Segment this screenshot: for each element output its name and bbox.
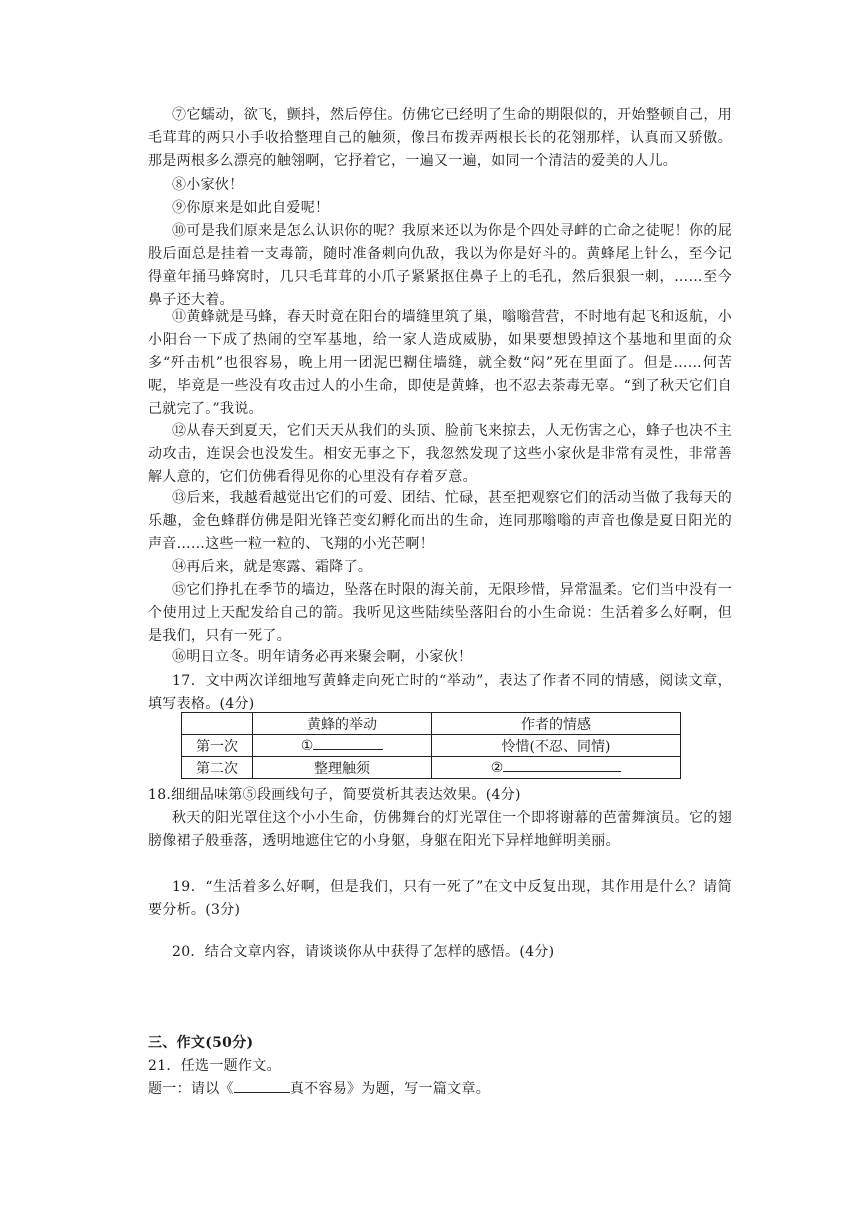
table-cell (182, 713, 253, 735)
paragraph-16: ⑯明日立冬。明年请务必再来聚会啊，小家伙！ (172, 649, 473, 665)
answer-cell-2[interactable] (432, 757, 681, 779)
table-row (182, 757, 681, 779)
paragraph-14: ⑭再后来，就是寒露、霜降了。 (172, 559, 373, 575)
table-header-row (182, 713, 681, 735)
question-18: 18.细细品味第⑤段画线句子，简要赏析其表达效果。(4分) (148, 787, 521, 803)
table-cell: 第一次 (182, 735, 253, 757)
topic-1-prefix: 题一：请以《 (148, 1081, 234, 1097)
paragraph-13: ⑬后来，我越看越觉出它们的可爱、团结、忙碌，甚至把观察它们的活动当做了我每天的乐趣，金色蜂群仿佛是阳光锋芒变幻孵化而出的生命，连同那嗡嗡的声音也像是夏日阳光的声音……这些一粒一粒的、飞翔的小光芒啊！ (148, 490, 732, 552)
table-cell: 第二次 (182, 757, 253, 779)
topic-1-blank[interactable] (234, 1080, 290, 1093)
section-3-heading: 三、作文(50分) (148, 1035, 254, 1051)
paragraph-9: ⑨你原来是如此自爱呢！ (172, 200, 330, 216)
table-row (182, 735, 681, 757)
answer-blank-1[interactable] (313, 737, 383, 750)
topic-1 (148, 1078, 732, 1101)
table-cell: 黄蜂的举动 (253, 713, 432, 735)
question-17-table (181, 712, 681, 779)
question-18-quote: 秋天的阳光罩住这个小小生命，仿佛舞台的灯光罩住一个即将谢幕的芭蕾舞演员。它的翅膀像裙子般垂落，透明地遮住它的小身躯，身躯在阳光下异样地鲜明美丽。 (148, 810, 732, 849)
table-cell: 怜惜(不忍、同情) (432, 735, 681, 757)
question-19: 19．“生活着多么好啊，但是我们，只有一死了”在文中反复出现，其作用是什么？请简要分析。(3分) (148, 879, 732, 918)
paragraph-12: ⑫从春天到夏天，它们天天从我们的头顶、脸前飞来掠去，人无伤害之心，蜂子也决不主动攻击，连误会也没发生。相安无事之下，我忽然发现了这些小家伙是非常有灵性，非常善解人意的，它们仿佛看得见你的心里没有存着歹意。 (148, 423, 732, 485)
question-17: 17．文中两次详细地写黄蜂走向死亡时的“举动”，表达了作者不同的情感，阅读文章，填写表格。(4分) (148, 673, 732, 712)
question-20: 20．结合文章内容，请谈谈你从中获得了怎样的感悟。(4分) (172, 944, 555, 960)
blank-label: ① (300, 738, 314, 754)
topic-1-suffix: 真不容易》为题，写一篇文章。 (289, 1081, 491, 1097)
table-cell: 作者的情感 (432, 713, 681, 735)
blank-label: ② (490, 760, 504, 776)
paragraph-8: ⑧小家伙！ (172, 177, 244, 193)
answer-cell-1[interactable] (253, 735, 432, 757)
table-cell: 整理触须 (253, 757, 432, 779)
paragraph-15: ⑮它们挣扎在季节的墙边，坠落在时限的海关前，无限珍惜，异常温柔。它们当中没有一个使用过上天配发给自己的箭。我听见这些陆续坠落阳台的小生命说：生活着多么好啊，但是我们，只有一死了。 (148, 582, 732, 644)
paragraph-7: ⑦它蠕动，欲飞，颤抖，然后停住。仿佛它已经明了生命的期限似的，开始整顿自己，用毛茸茸的两只小手收拾整理自己的触须，像吕布拨弄两根长长的花翎那样，认真而又骄傲。那是两根多么漂亮的触翎啊，它抒着它，一遍又一遍，如同一个清洁的爱美的人儿。 (148, 107, 732, 169)
paragraph-10: ⑩可是我们原来是怎么认识你的呢？我原来还以为你是个四处寻衅的亡命之徒呢！你的屁股后面总是挂着一支毒箭，随时准备刺向仇敌，我以为你是好斗的。黄蜂尾上针么，至今记得童年捅马蜂窝时，几只毛茸茸的小爪子紧紧抠住鼻子上的毛孔，然后狠狠一刺，……至今鼻子还大着。 (148, 223, 732, 308)
question-21: 21．任选一题作文。 (148, 1058, 281, 1074)
paragraph-11: ⑪黄蜂就是马蜂，春天时竟在阳台的墙缝里筑了巢，嗡嗡营营，不时地有起飞和返航，小小阳台一下成了热闹的空军基地，给一家人造成威胁，如果要想毁掉这个基地和里面的众多“歼击机”也很容易，晚上用一团泥巴糊住墙缝，就全数“闷”死在里面了。但是……何苦呢，毕竟是一些没有攻击过人的小生命，即使是黄蜂，也不忍去荼毒无辜。“到了秋天它们自己就完了。”我说。 (148, 309, 732, 417)
answer-blank-2[interactable] (503, 759, 621, 772)
